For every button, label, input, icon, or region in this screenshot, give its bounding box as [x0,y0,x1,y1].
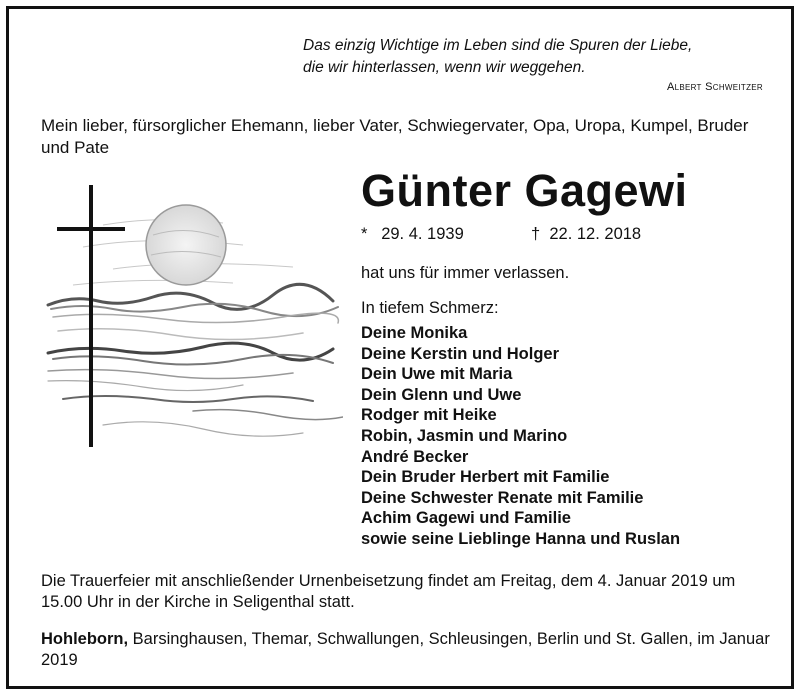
birth-symbol: * [361,225,368,243]
quote-block [303,35,763,79]
death-symbol: † [531,225,541,243]
mourner-item: Deine Monika [361,324,468,342]
sun-icon [146,205,226,285]
quote-line-2: die wir hinterlassen, wenn wir weggehen. [303,59,586,76]
death-block [531,225,641,244]
memorial-illustration [43,185,343,447]
intro-text: Mein lieber, fürsorglicher Ehemann, lieber Vater, Schwiegervater, Opa, Uropa, Kumpel, Bruder und Pate [41,116,749,157]
ceremony-text: Die Trauerfeier mit anschließender Urnenbeisetzung findet am Freitag, dem 4. Januar 2019 um 15.00 Uhr in der Kirche in Seligenthal statt. [41,572,736,611]
mourner-item: Dein Glenn und Uwe [361,385,522,404]
birth-date: 29. 4. 1939 [381,225,464,243]
places-lead: Hohleborn, [41,630,129,648]
mourner-item: Rodger mit Heike [361,406,497,425]
mourner-item: Achim Gagewi und Familie [361,509,571,528]
passing-text: hat uns für immer verlassen. [361,264,570,282]
mourner-item: Deine Schwester Renate mit Familie [361,488,644,507]
mourning-label: In tiefem Schmerz: [361,299,499,317]
places-line [41,629,781,671]
obituary-frame [6,6,794,689]
quote-author: Albert Schweitzer [666,81,763,93]
life-dates [361,225,642,244]
deceased-name: Günter Gagewi [361,165,688,216]
mourner-item: Dein Uwe mit Maria [361,365,513,384]
mourner-item: sowie seine Lieblinge Hanna und Ruslan [361,529,681,548]
places-rest: Barsinghausen, Themar, Schwallungen, Schleusingen, Berlin und St. Gallen, im Januar 2019 [41,630,770,669]
mourner-item: Dein Bruder Herbert mit Familie [361,468,610,487]
mourner-item: Deine Kerstin und Holger [361,344,560,363]
mourner-item: Robin, Jasmin und Marino [361,426,568,445]
mourners-list [361,323,680,550]
mourner-item: André Becker [361,447,469,466]
quote-line-1: Das einzig Wichtige im Leben sind die Spuren der Liebe, [303,37,693,54]
death-date: 22. 12. 2018 [549,225,642,243]
